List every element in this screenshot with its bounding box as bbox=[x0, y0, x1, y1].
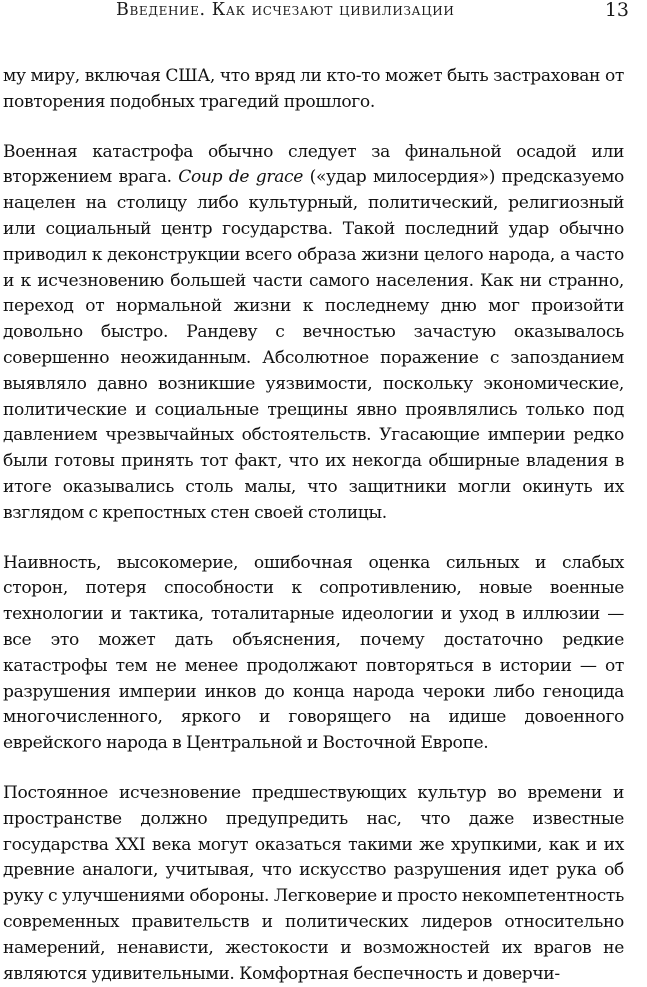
page-body bbox=[3, 64, 624, 987]
paragraph-3: Наивность, высокомерие, ошибочная оценка сильных и слабых сторон, потеря способности к сопротивлению, новые военные технологии и тактика, тоталитарные идеологии и уход в иллюзии — все это может дать объяснения, почему достаточно редкие катастрофы тем не менее продолжают повторяться в истории — от разрушения империи инков до конца народа чероки либо геноцида многочисленного, яркого и говорящего на идише довоенного еврейского народа в Центральной и Восточной Европе. bbox=[3, 552, 624, 754]
page-number: 13 bbox=[604, 0, 629, 21]
running-head bbox=[116, 0, 454, 20]
paragraph-1: му миру, включая США, что вряд ли кто-то может быть застрахован от повторения подобных трагедий прошлого. bbox=[3, 66, 624, 112]
paragraph-2 bbox=[3, 140, 624, 527]
paragraph-4: Постоянное исчезновение предшествующих культур во времени и пространстве должно предупредить нас, что даже известные государства XXI века могут оказаться такими же хрупкими, как и их древние аналоги, учитывая, что искусство разрушения идет рука об руку с улучшениями обороны. Легковерие и просто некомпетентность современных правительств и политических лидеров относительно намерений, ненависти, жестокости и возможностей их врагов не являются удивительными. Комфортная беспечность и доверчи- bbox=[3, 782, 624, 984]
running-head-text: Введение. Как исчезают цивилизации bbox=[116, 0, 455, 20]
paragraph-2-text-start: Военная катастрофа обычно следует за финальной осадой или вторжением врага. bbox=[3, 141, 624, 188]
paragraph-2-italic-phrase: Coup de grace bbox=[178, 167, 304, 188]
page-header bbox=[0, 0, 647, 28]
paragraph-2-text-end: («удар милосердия») предсказуемо нацелен на столицу либо культурный, политический, религиозный или социальный центр государства. Такой последний удар обычно приводил к деконструкции всего образа жизни целого народа, а часто и к исчезновению большей части самого населения. Как ни странно, переход от нормальной жизни к последнему дню мог произойти довольно быстро. Рандеву с вечностью зачастую оказывалось совершенно неожиданным. Абсолютное поражение с запозданием выявляло давно возникшие уязвимости, поскольку экономические, политические и социальные трещины явно проявлялись только под давлением чрезвычайных обстоятельств. Угасающие империи редко были готовы принять тот факт, что их некогда обширные владения в итоге оказывались столь малы, что защитники могли окинуть их взглядом с крепостных стен своей столицы. bbox=[3, 167, 624, 523]
